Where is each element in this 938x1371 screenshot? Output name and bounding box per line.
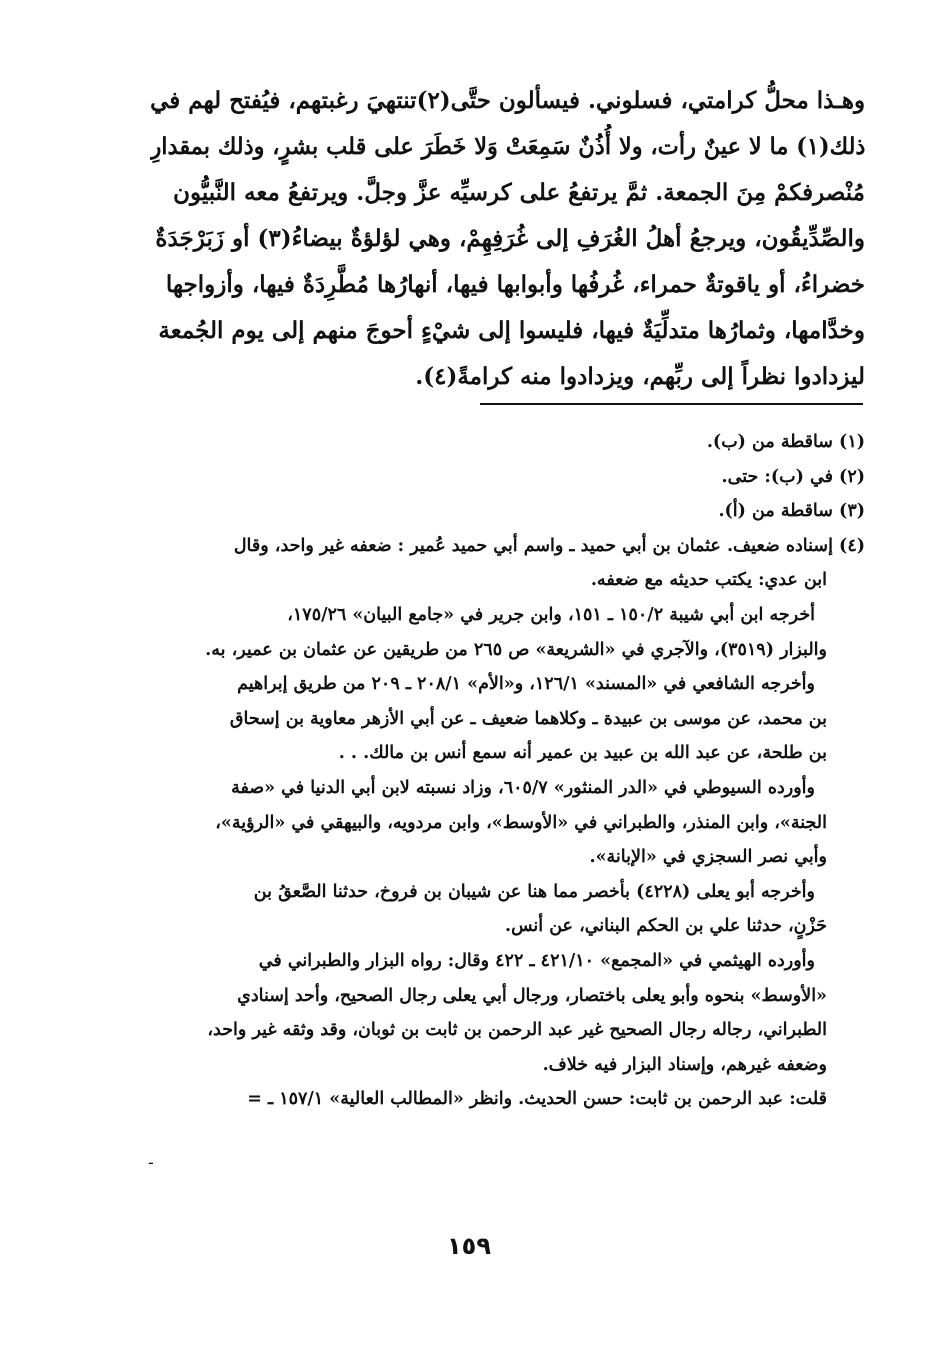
footnote-line: حَزْنٍ، حدثنا علي بن الحكم البناني، عن أنس. xyxy=(504,916,827,937)
footnote-line: (٤) إسناده ضعيف. عثمان بن أبي حميد ـ واسم أبي حميد عُمير : ضعفه غير واحد، وقال xyxy=(233,535,865,556)
footnote-line: وأورده الهيثمي في «المجمع» ٤٢١/١٠ ـ ٤٢٢ وقال: رواه البزار والطبراني في xyxy=(258,950,815,971)
footnote-line: وأبي نصر السجزي في «الإبانة». xyxy=(589,847,827,868)
body-line: وهـذا محلُّ كرامتي، فسلوني. فيسألون حتَّى(٢)تنتهيَ رغبتهم، فيُفتح لهم في xyxy=(150,87,865,114)
body-line: ذلك(١) ما لا عينٌ رأت، ولا أُذُنٌ سَمِعَتْ وَلا خَطَرَ على قلب بشرٍ، وذلك بمقدارِ xyxy=(150,133,865,160)
footnote-line: قلت: عبد الرحمن بن ثابت: حسن الحديث. وانظر «المطالب العالية» ١٥٧/١ ـ = xyxy=(247,1089,827,1110)
footnote-line: أخرجه ابن أبي شيبة ١٥٠/٢ ـ ١٥١، وابن جرير في «جامع البيان» ١٧٥/٢٦، xyxy=(287,604,815,625)
body-line: مُنْصرفكمْ مِنَ الجمعة. ثمَّ يرتفعُ على كرسيِّه عزَّ وجلَّ. ويرتفعُ معه النَّبيُّون xyxy=(173,179,865,206)
footnote-line: والبزار (٣٥١٩)، والآجري في «الشريعة» ص ٢٦٥ من طريقين عن عثمان بن عمير، به. xyxy=(205,639,827,660)
footnote-line: بن محمد، عن موسى بن عبيدة ـ وكلاهما ضعيف ـ عن أبي الأزهر معاوية بن إسحاق xyxy=(229,708,827,729)
body-line: وخدَّامها، وثمارُها متدلِّيَةٌ فيها، فليسوا إلى شيْءٍ أحوجَ منهم إلى يوم الجُمعة xyxy=(158,317,865,344)
footnote-separator xyxy=(480,403,863,405)
page-number: ١٥٩ xyxy=(447,1232,491,1260)
footnote-line: وأخرجه الشافعي في «المسند» ١٢٦/١، و«الأم» ٢٠٨/١ ـ ٢٠٩ من طريق إبراهيم xyxy=(237,674,815,695)
footnote-line: (١) ساقطة من (ب). xyxy=(706,432,865,452)
footnote-line: الطبراني، رجاله رجال الصحيح غير عبد الرحمن بن ثابت بن ثوبان، وقد وثقه غير واحد، xyxy=(207,1020,827,1041)
footnote-line: «الأوسط» بنحوه وأبو يعلى باختصار، ورجال أبي يعلى رجال الصحيح، وأحد إسنادي xyxy=(237,985,827,1006)
main-text xyxy=(150,78,865,400)
footnote-line: وأورده السيوطي في «الدر المنثور» ٦٠٥/٧، وزاد نسبته لابن أبي الدنيا في «صفة xyxy=(231,777,815,798)
footnote-line: وأخرجه أبو يعلى (٤٢٢٨) بأخصر مما هنا عن شيبان بن فروخ، حدثنا الصَّعقُ بن xyxy=(253,881,815,902)
margin-mark: - xyxy=(148,1153,154,1172)
footnote-line: ابن عدي: يكتب حديثه مع ضعفه. xyxy=(590,570,827,591)
body-line: خضراءُ، أو ياقوتةٌ حمراء، غُرفُها وأبوابها فيها، أنهارُها مُطَّرِدَةٌ فيها، وأزواجها xyxy=(165,271,865,298)
footnote-line: (٣) ساقطة من (أ). xyxy=(718,501,865,522)
body-line: ليزدادوا نظراً إلى ربِّهم، ويزدادوا منه كرامةً(٤). xyxy=(415,363,865,390)
footnote-line: وضعفه غيرهم، وإسناد البزار فيه خلاف. xyxy=(542,1054,827,1075)
footnote-line: (٢) في (ب): حتى. xyxy=(721,466,865,487)
footnote-line: بن طلحة، عن عبد الله بن عبيد بن عمير أنه سمع أنس بن مالك. . . xyxy=(338,743,827,764)
body-line: والصِّدِّيقُون، ويرجعُ أهلُ الغُرَفِ إلى غُرَفِهِمْ، وهي لؤلؤةٌ بيضاءُ(٣) أو زَبَرْجَدَةٌ xyxy=(155,225,865,252)
body-paragraph xyxy=(150,78,865,400)
footnote-line: الجنة»، وابن المنذر، والطبراني في «الأوسط»، وابن مردويه، والبيهقي في «الرؤية»، xyxy=(215,812,827,833)
footnotes xyxy=(150,425,865,1117)
